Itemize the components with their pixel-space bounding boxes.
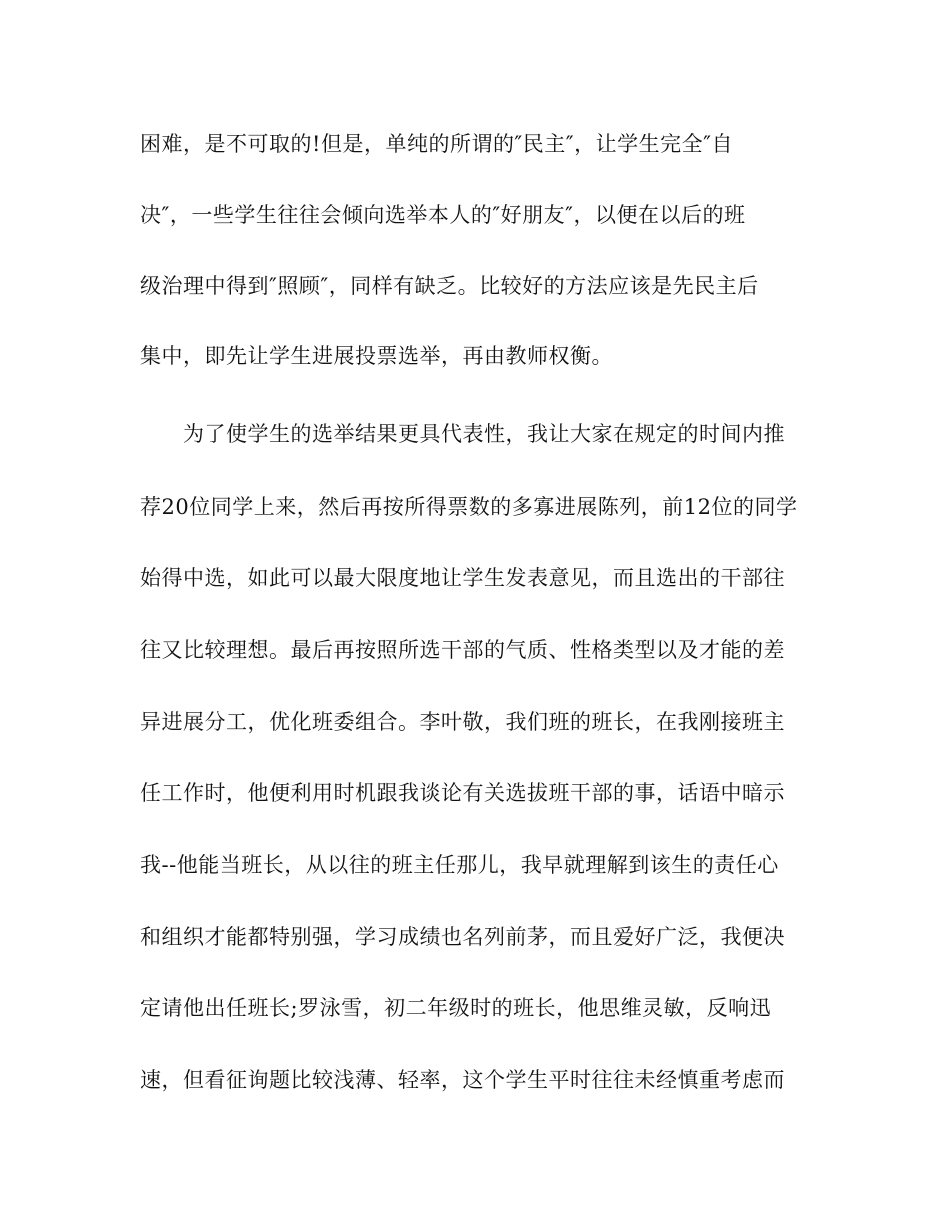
text-line: 困难，是不可取的!但是，单纯的所谓的″民主″，让学生完全″自 xyxy=(140,132,733,156)
text-line: 荐20位同学上来，然后再按所得票数的多寡进展陈列，前12位的同学 xyxy=(140,495,798,519)
text-line: 级治理中得到″照顾″，同样有缺乏。比较好的方法应该是先民主后 xyxy=(140,274,759,298)
text-line: 决″，一些学生往往会倾向选举本人的″好朋友″，以便在以后的班 xyxy=(140,203,746,227)
text-line: 速，但看征询题比较浅薄、轻率，这个学生平时往往未经慎重考虑而 xyxy=(140,1068,785,1092)
text-line: 往又比较理想。最后再按照所选干部的气质、性格类型以及才能的差 xyxy=(140,638,785,662)
text-line: 异进展分工，优化班委组合。李叶敬，我们班的班长，在我刚接班主 xyxy=(140,710,785,734)
text-line: 和组织才能都特别强，学习成绩也名列前茅，而且爱好广泛，我便决 xyxy=(140,925,785,949)
text-line: 始得中选，如此可以最大限度地让学生发表意见，而且选出的干部往 xyxy=(140,566,785,590)
text-line: 任工作时，他便利用时机跟我谈论有关选拔班干部的事，话语中暗示 xyxy=(140,781,785,805)
text-line: 我--他能当班长，从以往的班主任那儿，我早就理解到该生的责任心 xyxy=(140,853,779,877)
text-line: 集中，即先让学生进展投票选举，再由教师权衡。 xyxy=(140,344,613,368)
paragraph-first-line: 为了使学生的选举结果更具代表性，我让大家在规定的时间内推 xyxy=(183,422,785,446)
text-line: 定请他出任班长;罗泳雪，初二年级时的班长，他思维灵敏，反响迅 xyxy=(140,996,772,1020)
